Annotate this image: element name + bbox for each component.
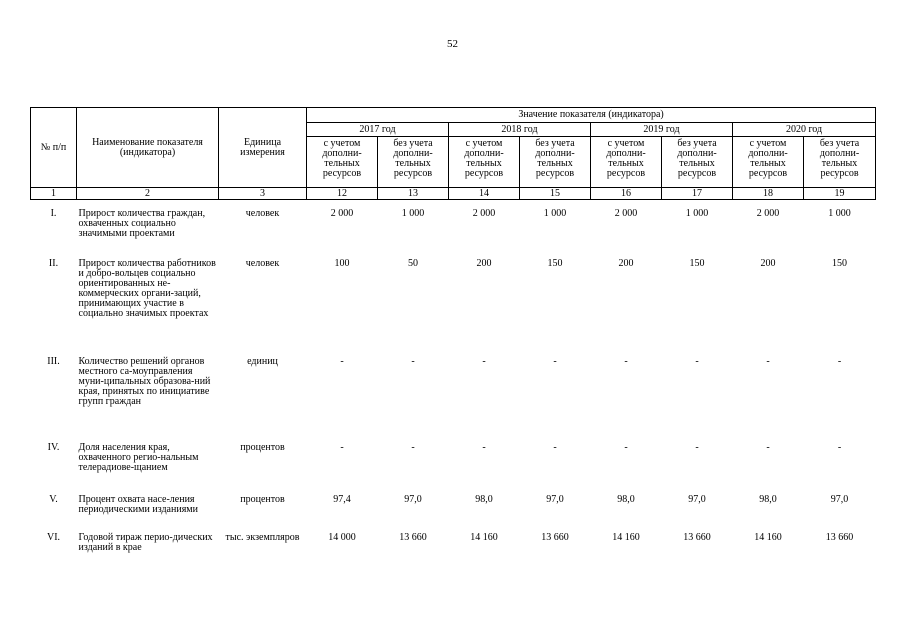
row-index: I. <box>50 208 57 219</box>
column-number: 1 <box>31 188 77 200</box>
page-number: 52 <box>447 38 458 50</box>
value-cell: - <box>340 356 344 367</box>
header-year-2019: 2019 год <box>591 123 733 137</box>
value-cell: 97,4 <box>333 494 351 505</box>
header-with-resources: с учетом дополни-тельных ресурсов <box>307 137 378 188</box>
column-number: 19 <box>804 188 876 200</box>
header-with-resources: с учетом дополни-тельных ресурсов <box>449 137 520 188</box>
header-without-resources: без учета дополни-тельных ресурсов <box>662 137 733 188</box>
header-with-resources: с учетом дополни-тельных ресурсов <box>591 137 662 188</box>
value-cell: 97,0 <box>404 494 422 505</box>
value-cell: 200 <box>618 258 634 269</box>
column-number: 16 <box>591 188 662 200</box>
value-cell: 97,0 <box>688 494 706 505</box>
indicators-table <box>30 107 876 573</box>
header-value-group: Значение показателя (индикатора) <box>307 108 876 123</box>
header-number: № п/п <box>31 108 77 188</box>
indicator-name: Прирост количества работников и добро-вольцев социально ориентированных не-коммерческих органи-заций, принимающих участие в социально значимых проектах <box>78 258 216 319</box>
header-year-2018: 2018 год <box>449 123 591 137</box>
value-cell: 1 000 <box>685 208 709 219</box>
row-index: IV. <box>47 442 60 453</box>
column-number: 13 <box>378 188 449 200</box>
value-cell: 98,0 <box>617 494 635 505</box>
row-index: III. <box>47 356 60 367</box>
table-row <box>31 443 876 495</box>
value-cell: - <box>837 356 842 367</box>
value-cell: - <box>411 442 415 453</box>
value-cell: - <box>482 442 486 453</box>
header-year-2017: 2017 год <box>307 123 449 137</box>
column-number: 14 <box>449 188 520 200</box>
value-cell: 1 000 <box>543 208 567 219</box>
table-row <box>31 533 876 573</box>
row-index: II. <box>48 258 59 269</box>
column-number: 15 <box>520 188 591 200</box>
indicator-name: Прирост количества граждан, охваченных социально значимыми проектами <box>78 208 206 239</box>
value-cell: 200 <box>476 258 492 269</box>
header-unit: Единица измерения <box>219 108 307 188</box>
value-cell: 2 000 <box>614 208 638 219</box>
value-cell: 1 000 <box>401 208 425 219</box>
indicator-name: Годовой тираж перио-дических изданий в крае <box>78 532 213 553</box>
header-year-2020: 2020 год <box>733 123 876 137</box>
indicator-unit: процентов <box>240 442 285 453</box>
value-cell: 100 <box>334 258 350 269</box>
indicator-name: Процент охвата насе-ления периодическими изданиями <box>78 494 198 515</box>
header-without-resources: без учета дополни-тельных ресурсов <box>520 137 591 188</box>
value-cell: - <box>766 442 770 453</box>
value-cell: 14 160 <box>612 532 640 543</box>
indicator-unit: человек <box>245 208 280 219</box>
table-row <box>31 495 876 533</box>
value-cell: - <box>695 442 699 453</box>
value-cell: 98,0 <box>759 494 777 505</box>
value-cell: 150 <box>832 258 848 269</box>
indicator-unit: процентов <box>240 494 285 505</box>
column-number: 3 <box>219 188 307 200</box>
value-cell: 13 660 <box>825 532 854 543</box>
column-number: 12 <box>307 188 378 200</box>
value-cell: 1 000 <box>828 208 851 219</box>
value-cell: 2 000 <box>330 208 354 219</box>
value-cell: - <box>553 442 557 453</box>
value-cell: 13 660 <box>541 532 569 543</box>
value-cell: - <box>624 442 628 453</box>
table-row <box>31 259 876 357</box>
indicator-unit: единиц <box>247 356 278 367</box>
header-with-resources: с учетом дополни-тельных ресурсов <box>733 137 804 188</box>
row-index: VI. <box>46 532 61 543</box>
value-cell: - <box>695 356 699 367</box>
value-cell: 14 000 <box>328 532 356 543</box>
value-cell: 50 <box>408 258 418 269</box>
table-row <box>31 209 876 259</box>
value-cell: 97,0 <box>546 494 564 505</box>
value-cell: - <box>624 356 628 367</box>
header-without-resources: без учета дополни-тельных ресурсов <box>804 137 876 188</box>
value-cell: - <box>340 442 344 453</box>
value-cell: 97,0 <box>830 494 849 505</box>
value-cell: - <box>411 356 415 367</box>
row-index: V. <box>49 494 58 505</box>
indicator-name: Количество решений органов местного са-моуправления муни-ципальных образова-ний края, принятых по инициативе групп граждан <box>78 356 211 407</box>
column-number: 18 <box>733 188 804 200</box>
value-cell: 150 <box>547 258 563 269</box>
indicator-name: Доля населения края, охваченного регио-нальным телерадиове-щанием <box>78 442 199 473</box>
indicator-unit: тыс. экземпляров <box>225 532 300 543</box>
indicator-unit: человек <box>245 258 280 269</box>
value-cell: - <box>553 356 557 367</box>
value-cell: 200 <box>760 258 776 269</box>
value-cell: - <box>482 356 486 367</box>
column-number: 17 <box>662 188 733 200</box>
column-number: 2 <box>77 188 219 200</box>
value-cell: 14 160 <box>754 532 782 543</box>
value-cell: 14 160 <box>470 532 498 543</box>
value-cell: - <box>837 442 842 453</box>
value-cell: 2 000 <box>472 208 496 219</box>
header-without-resources: без учета дополни-тельных ресурсов <box>378 137 449 188</box>
table-row <box>31 357 876 443</box>
value-cell: - <box>766 356 770 367</box>
header-indicator-name: Наименование показателя (индикатора) <box>77 108 219 188</box>
value-cell: 98,0 <box>475 494 493 505</box>
value-cell: 13 660 <box>683 532 711 543</box>
value-cell: 2 000 <box>756 208 780 219</box>
value-cell: 150 <box>689 258 705 269</box>
value-cell: 13 660 <box>399 532 427 543</box>
